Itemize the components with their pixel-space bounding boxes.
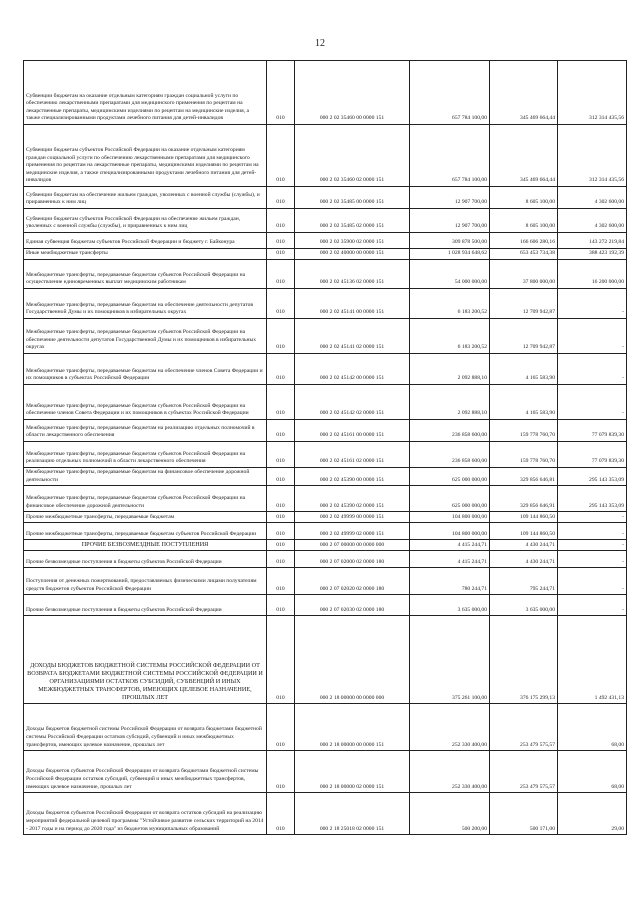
budget-code-cell: 000 2 02 45390 00 0000 151: [295, 468, 410, 486]
table-row: [24, 442, 627, 468]
remaining-amount-cell: -: [558, 385, 627, 420]
admin-code-cell: 010: [267, 125, 295, 187]
table-row: [24, 595, 627, 616]
approved-amount-cell: 2 092 888,10: [410, 385, 490, 420]
admin-code-cell: 010: [267, 209, 295, 233]
approved-amount-cell: 6 183 200,52: [410, 289, 490, 319]
approved-amount-cell: 252 330 400,00: [410, 751, 490, 793]
admin-code-cell: 010: [267, 233, 295, 249]
budget-code-cell: 000 2 02 45141 00 0000 151: [295, 289, 410, 319]
admin-code-cell: 010: [267, 568, 295, 595]
budget-code-cell: 000 2 02 35485 02 0000 151: [295, 209, 410, 233]
remaining-amount-cell: 29,00: [558, 793, 627, 835]
approved-amount-cell: 236 858 600,00: [410, 420, 490, 442]
table-row: [24, 512, 627, 523]
approved-amount-cell: 309 878 500,00: [410, 233, 490, 249]
remaining-amount-cell: 77 079 839,30: [558, 442, 627, 468]
executed-amount-cell: 253 479 575,57: [490, 704, 558, 751]
remaining-amount-cell: 312 314 435,56: [558, 125, 627, 187]
remaining-amount-cell: 77 079 839,30: [558, 420, 627, 442]
approved-amount-cell: 236 858 600,00: [410, 442, 490, 468]
remaining-amount-cell: -: [558, 595, 627, 616]
row-name-cell: Межбюджетные трансферты, передаваемые бюджетам субъектов Российской Федерации на обеспечение деятельности депутатов Государственной Думы и их помощников в избирательных округах: [24, 319, 267, 354]
remaining-amount-cell: -: [558, 551, 627, 568]
executed-amount-cell: 795 244,71: [490, 568, 558, 595]
approved-amount-cell: 12 907 700,00: [410, 209, 490, 233]
budget-code-cell: 000 2 02 35485 00 0000 151: [295, 187, 410, 209]
budget-code-cell: 000 2 02 45142 02 0000 151: [295, 385, 410, 420]
budget-code-cell: 000 2 02 45161 02 0000 151: [295, 442, 410, 468]
table-row: [24, 551, 627, 568]
row-name-cell: Прочие безвозмездные поступления в бюджеты субъектов Российской Федерации: [24, 551, 267, 568]
remaining-amount-cell: 295 143 353,09: [558, 468, 627, 486]
executed-amount-cell: 4 430 244,71: [490, 540, 558, 551]
admin-code-cell: 010: [267, 260, 295, 289]
executed-amount-cell: 376 175 299,13: [490, 616, 558, 704]
executed-amount-cell: 4 165 583,90: [490, 354, 558, 385]
budget-code-cell: 000 2 02 45161 00 0000 151: [295, 420, 410, 442]
budget-code-cell: 000 2 18 00000 02 0000 151: [295, 751, 410, 793]
budget-code-cell: 000 2 02 40000 00 0000 151: [295, 249, 410, 260]
budget-code-cell: 000 2 02 35460 02 0000 151: [295, 125, 410, 187]
approved-amount-cell: 12 907 700,00: [410, 187, 490, 209]
executed-amount-cell: 109 144 860,50: [490, 512, 558, 523]
admin-code-cell: 010: [267, 61, 295, 125]
executed-amount-cell: 329 856 646,91: [490, 486, 558, 512]
remaining-amount-cell: 388 423 192,39: [558, 249, 627, 260]
row-name-cell: Субвенции бюджетам на обеспечение жильем граждан, уволенных с военной службы (службы), и приравненных к ним лиц: [24, 187, 267, 209]
row-name-cell: Прочие межбюджетные трансферты, передаваемые бюджетам: [24, 512, 267, 523]
approved-amount-cell: 625 000 000,00: [410, 468, 490, 486]
remaining-amount-cell: 4 302 600,00: [558, 187, 627, 209]
executed-amount-cell: 12 709 942,87: [490, 319, 558, 354]
budget-code-cell: 000 2 02 35900 02 0000 151: [295, 233, 410, 249]
row-name-cell: Поступления от денежных пожертвований, предоставляемых физическими лицами получателям средств бюджетов субъектов Российской Федерации: [24, 568, 267, 595]
table-row: [24, 385, 627, 420]
row-name-cell: Межбюджетные трансферты, передаваемые бюджетам на обеспечение членов Совета Федерации и их помощников в субъектах Российской Федерации: [24, 354, 267, 385]
budget-code-cell: 000 2 07 02030 02 0000 180: [295, 595, 410, 616]
row-name-cell: Доходы бюджетов субъектов Российской Федерации от возврата бюджетами бюджетной системы Российской Федерации остатков субсидий, субвенций и иных межбюджетных трансфертов, имеющих целевое назначение, прошлых лет: [24, 751, 267, 793]
budget-code-cell: 000 2 18 00000 00 0000 000: [295, 616, 410, 704]
executed-amount-cell: 345 469 664,44: [490, 61, 558, 125]
budget-code-cell: 000 2 18 00000 00 0000 151: [295, 704, 410, 751]
budget-code-cell: 000 2 02 45142 00 0000 151: [295, 354, 410, 385]
row-name-cell: ПРОЧИЕ БЕЗВОЗМЕЗДНЫЕ ПОСТУПЛЕНИЯ: [24, 540, 267, 551]
admin-code-cell: 010: [267, 540, 295, 551]
table-row: [24, 125, 627, 187]
executed-amount-cell: 8 605 100,00: [490, 209, 558, 233]
table-row: [24, 523, 627, 540]
admin-code-cell: 010: [267, 319, 295, 354]
remaining-amount-cell: -: [558, 568, 627, 595]
budget-code-cell: 000 2 02 45141 02 0000 151: [295, 319, 410, 354]
table-row: [24, 319, 627, 354]
approved-amount-cell: 4 415 244,71: [410, 551, 490, 568]
row-name-cell: Межбюджетные трансферты, передаваемые бюджетам на финансовое обеспечение дорожной деятельности: [24, 468, 267, 486]
approved-amount-cell: 4 415 244,71: [410, 540, 490, 551]
table-row: [24, 468, 627, 486]
remaining-amount-cell: 4 302 600,00: [558, 209, 627, 233]
table-row: [24, 187, 627, 209]
row-name-cell: Прочие межбюджетные трансферты, передаваемые бюджетам субъектов Российской Федерации: [24, 523, 267, 540]
executed-amount-cell: 37 800 000,00: [490, 260, 558, 289]
remaining-amount-cell: 68,00: [558, 751, 627, 793]
executed-amount-cell: 4 430 244,71: [490, 551, 558, 568]
table-row: [24, 61, 627, 125]
executed-amount-cell: 8 605 100,00: [490, 187, 558, 209]
admin-code-cell: 010: [267, 512, 295, 523]
admin-code-cell: 010: [267, 468, 295, 486]
budget-code-cell: 000 2 18 25018 02 0000 151: [295, 793, 410, 835]
executed-amount-cell: 3 635 000,00: [490, 595, 558, 616]
page-number: 12: [315, 38, 325, 49]
row-name-cell: Доходы бюджетов субъектов Российской Федерации от возврата остатков субсидий на реализацию мероприятий федеральной целевой программы "Устойчивое развитие сельских территорий на 2014 - 2017 годы и на период до 2020 года" из бюджетов муниципальных образований: [24, 793, 267, 835]
admin-code-cell: 010: [267, 595, 295, 616]
row-name-cell: ДОХОДЫ БЮДЖЕТОВ БЮДЖЕТНОЙ СИСТЕМЫ РОССИЙСКОЙ ФЕДЕРАЦИИ ОТ ВОЗВРАТА БЮДЖЕТАМИ БЮДЖЕТНОЙ СИСТЕМЫ РОССИЙСКОЙ ФЕДЕРАЦИИ И ОРГАНИЗАЦИЯМИ ОСТАТКОВ СУБСИДИЙ, СУБВЕНЦИЙ И ИНЫХ МЕЖБЮДЖЕТНЫХ ТРАНСФЕРТОВ, ИМЕЮЩИХ ЦЕЛЕВОЕ НАЗНАЧЕНИЕ, ПРОШЛЫХ ЛЕТ: [24, 616, 267, 704]
row-name-cell: Иные межбюджетные трансферты: [24, 249, 267, 260]
row-name-cell: Межбюджетные трансферты, передаваемые бюджетам субъектов Российской Федерации на финансовое обеспечение дорожной деятельности: [24, 486, 267, 512]
budget-code-cell: 000 2 02 49999 02 0000 151: [295, 523, 410, 540]
table-row: [24, 568, 627, 595]
approved-amount-cell: 252 330 400,00: [410, 704, 490, 751]
admin-code-cell: 010: [267, 486, 295, 512]
row-name-cell: Межбюджетные трансферты, передаваемые бюджетам субъектов Российской Федерации на обеспечение членов Совета Федерации и их помощников в субъектах Российской Федерации: [24, 385, 267, 420]
row-name-cell: Межбюджетные трансферты, передаваемые бюджетам на обеспечение деятельности депутатов Государственной Думы и их помощников в избирательных округах: [24, 289, 267, 319]
budget-code-cell: 000 2 02 49999 00 0000 151: [295, 512, 410, 523]
table-row: [24, 420, 627, 442]
table-row: [24, 260, 627, 289]
budget-code-cell: 000 2 02 45136 02 0000 151: [295, 260, 410, 289]
approved-amount-cell: 54 000 000,00: [410, 260, 490, 289]
remaining-amount-cell: -: [558, 523, 627, 540]
remaining-amount-cell: 295 143 353,09: [558, 486, 627, 512]
budget-code-cell: 000 2 07 00000 00 0000 000: [295, 540, 410, 551]
executed-amount-cell: 653 453 734,38: [490, 249, 558, 260]
approved-amount-cell: 780 244,71: [410, 568, 490, 595]
admin-code-cell: 010: [267, 187, 295, 209]
executed-amount-cell: 253 479 575,57: [490, 751, 558, 793]
table-row: [24, 616, 627, 704]
table-row: [24, 751, 627, 793]
row-name-cell: Субвенции бюджетам субъектов Российской Федерации на оказание отдельным категориям граждан социальной услуги по обеспечению лекарственными препаратами для медицинского применения по рецептам на лекарственные препараты, медицинскими изделиями по рецептам на медицинские изделия, а также специализированными продуктами лечебного питания для детей-инвалидов: [24, 125, 267, 187]
remaining-amount-cell: -: [558, 540, 627, 551]
approved-amount-cell: 104 800 000,00: [410, 512, 490, 523]
executed-amount-cell: 329 856 646,81: [490, 468, 558, 486]
table-row: [24, 249, 627, 260]
executed-amount-cell: 4 165 583,90: [490, 385, 558, 420]
budget-code-cell: 000 2 07 02020 02 0000 180: [295, 568, 410, 595]
approved-amount-cell: 657 784 100,00: [410, 61, 490, 125]
table-row: [24, 486, 627, 512]
table-row: [24, 209, 627, 233]
executed-amount-cell: 159 778 760,70: [490, 420, 558, 442]
admin-code-cell: 010: [267, 354, 295, 385]
revenue-table: [23, 60, 627, 835]
remaining-amount-cell: -: [558, 512, 627, 523]
remaining-amount-cell: -: [558, 319, 627, 354]
admin-code-cell: 010: [267, 289, 295, 319]
approved-amount-cell: 104 800 000,00: [410, 523, 490, 540]
admin-code-cell: 010: [267, 249, 295, 260]
table-row: [24, 233, 627, 249]
admin-code-cell: 010: [267, 751, 295, 793]
remaining-amount-cell: 16 200 000,00: [558, 260, 627, 289]
admin-code-cell: 010: [267, 704, 295, 751]
remaining-amount-cell: 143 272 219,84: [558, 233, 627, 249]
row-name-cell: Межбюджетные трансферты, передаваемые бюджетам субъектов Российской Федерации на осуществление единовременных выплат медицинским работникам: [24, 260, 267, 289]
row-name-cell: Межбюджетные трансферты, передаваемые бюджетам на реализацию отдельных полномочий в области лекарственного обеспечения: [24, 420, 267, 442]
approved-amount-cell: 2 092 888,10: [410, 354, 490, 385]
admin-code-cell: 010: [267, 793, 295, 835]
row-name-cell: Прочие безвозмездные поступления в бюджеты субъектов Российской Федерации: [24, 595, 267, 616]
admin-code-cell: 010: [267, 523, 295, 540]
approved-amount-cell: 3 635 000,00: [410, 595, 490, 616]
row-name-cell: Межбюджетные трансферты, передаваемые бюджетам субъектов Российской Федерации на реализацию отдельных полномочий в области лекарственного обеспечения: [24, 442, 267, 468]
table-body: [24, 61, 627, 835]
budget-code-cell: 000 2 07 02000 02 0000 180: [295, 551, 410, 568]
remaining-amount-cell: -: [558, 354, 627, 385]
remaining-amount-cell: 68,00: [558, 704, 627, 751]
table-row: [24, 793, 627, 835]
admin-code-cell: 010: [267, 385, 295, 420]
admin-code-cell: 010: [267, 616, 295, 704]
approved-amount-cell: 500 200,00: [410, 793, 490, 835]
admin-code-cell: 010: [267, 442, 295, 468]
approved-amount-cell: 657 784 100,00: [410, 125, 490, 187]
table-row: [24, 540, 627, 551]
executed-amount-cell: 500 171,00: [490, 793, 558, 835]
remaining-amount-cell: 1 492 431,13: [558, 616, 627, 704]
table-row: [24, 354, 627, 385]
table-row: [24, 289, 627, 319]
row-name-cell: Доходы бюджетов бюджетной системы Российской Федерации от возврата бюджетами бюджетной системы Российской Федерации остатков субсидий, субвенций и иных межбюджетных трансфертов, имеющих целевое назначение, прошлых лет: [24, 704, 267, 751]
remaining-amount-cell: -: [558, 289, 627, 319]
remaining-amount-cell: 312 314 435,56: [558, 61, 627, 125]
approved-amount-cell: 1 028 934 648,62: [410, 249, 490, 260]
approved-amount-cell: 625 000 000,00: [410, 486, 490, 512]
approved-amount-cell: 375 261 100,00: [410, 616, 490, 704]
executed-amount-cell: 12 709 942,87: [490, 289, 558, 319]
executed-amount-cell: 159 778 760,70: [490, 442, 558, 468]
budget-code-cell: 000 2 02 35460 00 0000 151: [295, 61, 410, 125]
approved-amount-cell: 6 183 200,52: [410, 319, 490, 354]
row-name-cell: Субвенции бюджетам на оказание отдельным категориям граждан социальной услуги по обеспечению лекарственными препаратами для медицинского применения по рецептам на лекарственные препараты, медицинскими изделиями по рецептам на медицинские изделия, а также специализированными продуктами лечебного питания для детей-инвалидов: [24, 61, 267, 125]
executed-amount-cell: 166 606 280,16: [490, 233, 558, 249]
row-name-cell: Субвенции бюджетам субъектов Российской Федерации на обеспечение жильем граждан, уволенных с военной службы (службы), и приравненных к ним лиц: [24, 209, 267, 233]
table-row: [24, 704, 627, 751]
executed-amount-cell: 345 469 664,44: [490, 125, 558, 187]
row-name-cell: Единая субвенция бюджетам субъектов Российской Федерации и бюджету г. Байконура: [24, 233, 267, 249]
admin-code-cell: 010: [267, 551, 295, 568]
admin-code-cell: 010: [267, 420, 295, 442]
executed-amount-cell: 109 144 860,50: [490, 523, 558, 540]
budget-code-cell: 000 2 02 45390 02 0000 151: [295, 486, 410, 512]
